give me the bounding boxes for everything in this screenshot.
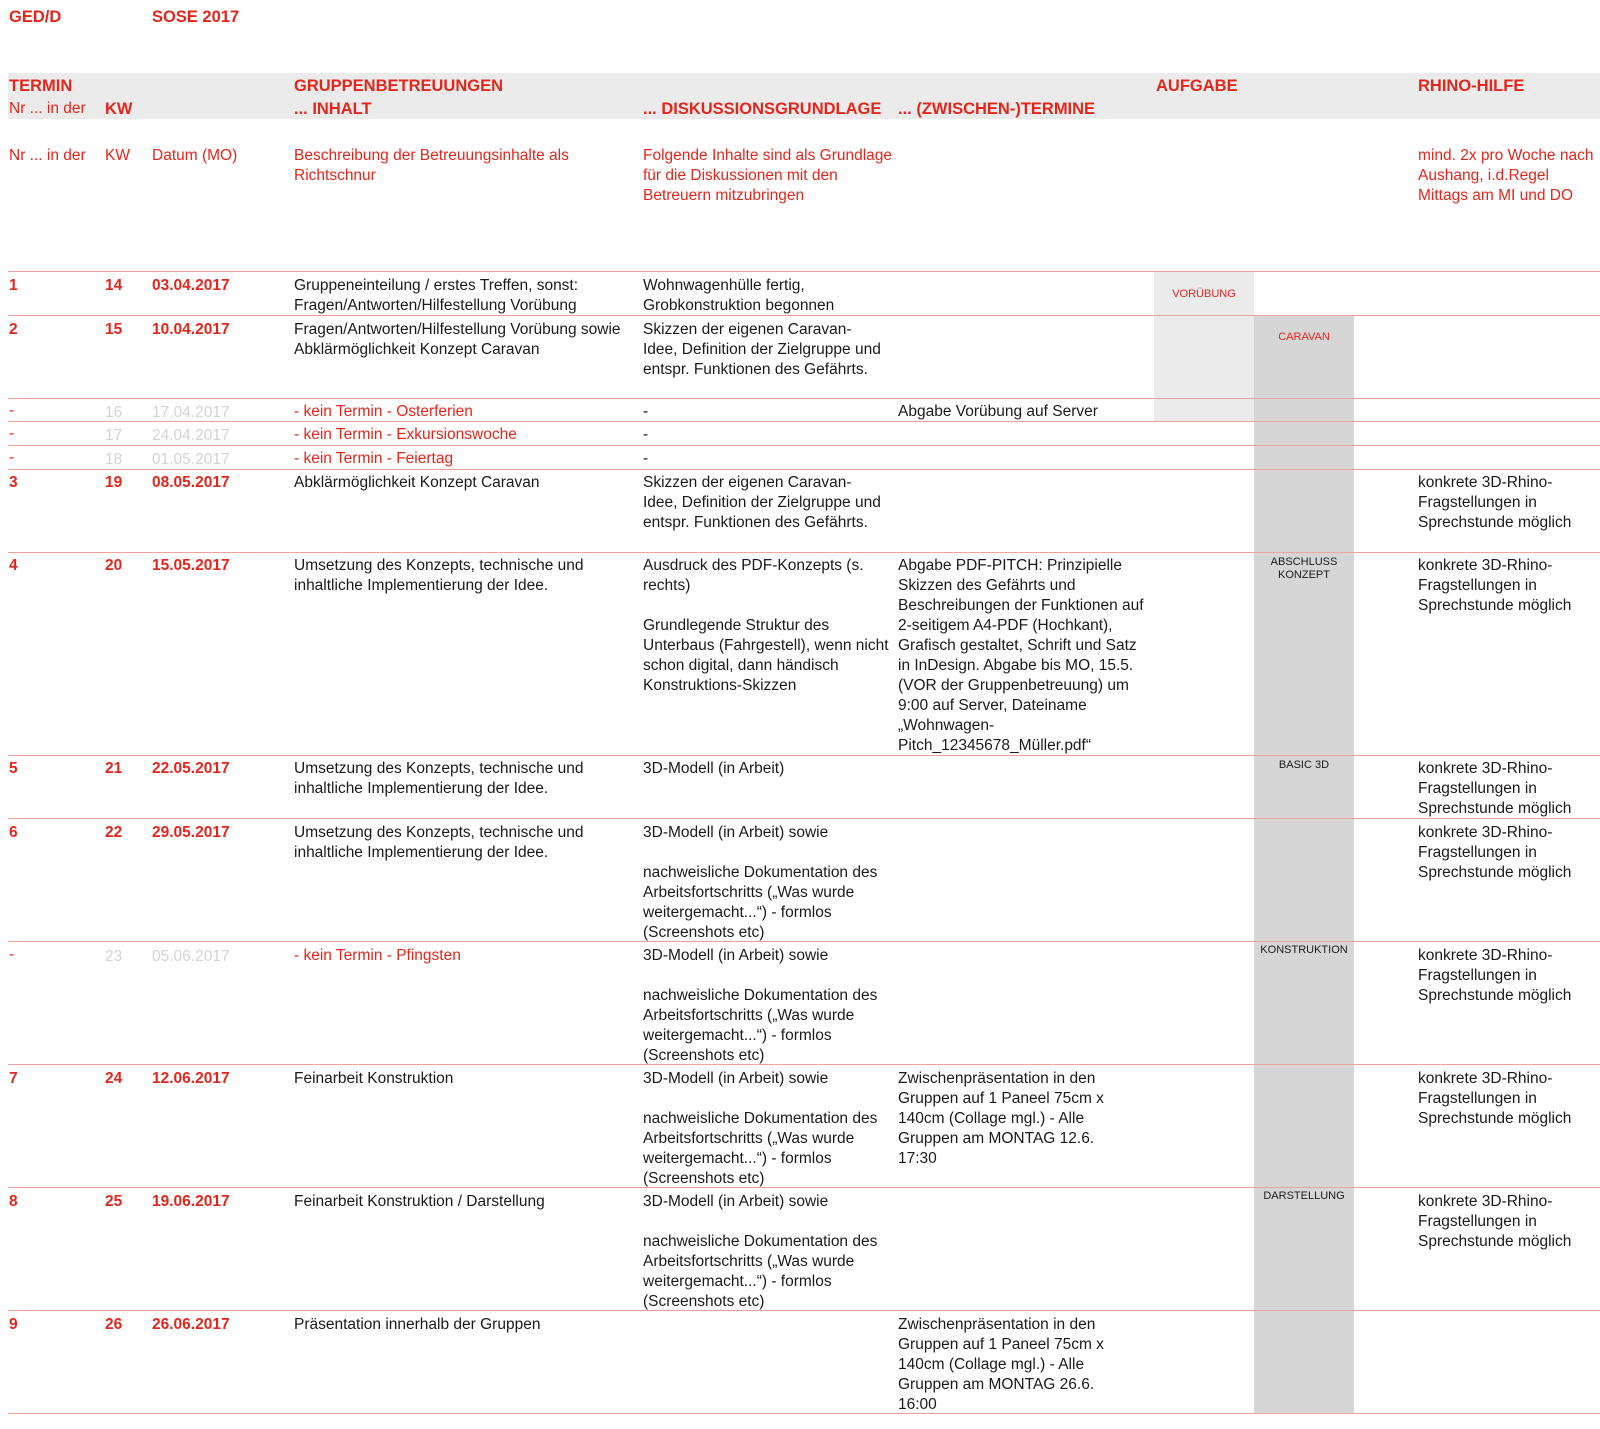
row-termine: Abgabe PDF-PITCH: Prinzipielle Skizzen des Gefährts und Beschreibungen der Funktionen auf 2-seitigem A4-PDF (Hochkant), Grafisch gestaltet, Schrift und Satz in InDesign. Abgabe bis MO, 15.5. (VOR der Gruppenbetreuung) um 9:00 auf Server, Dateiname „Wohnwagen-Pitch_12345678_Müller.pdf“ xyxy=(898,557,1144,754)
row-nr: 7 xyxy=(9,1070,18,1087)
row-rhino: konkrete 3D-Rhino-Fragstellungen in Sprechstunde möglich xyxy=(1418,474,1572,531)
row-datum: 26.06.2017 xyxy=(152,1316,230,1333)
row-inhalt: Präsentation innerhalb der Gruppen xyxy=(294,1316,541,1333)
row-kw: 14 xyxy=(105,277,123,294)
row-termine: Abgabe Vorübung auf Server xyxy=(898,403,1098,420)
subheader-diskussion: Folgende Inhalte sind als Grundlage für die Diskussionen mit den Betreuern mitzubringen xyxy=(643,147,893,204)
header-inhalt: ... INHALT xyxy=(294,100,372,118)
header-diskussion: ... DISKUSSIONSGRUNDLAGE xyxy=(643,100,882,118)
row-diskussion: Skizzen der eigenen Caravan-Idee, Definition der Zielgruppe und entspr. Funktionen des Gefährts. xyxy=(643,474,881,531)
aufgabe-band-caravan xyxy=(1254,316,1354,1414)
row-inhalt: Fragen/Antworten/Hilfestellung Vorübung sowie Abklärmöglichkeit Konzept Caravan xyxy=(294,321,621,358)
row-divider xyxy=(8,271,1600,272)
row-nr: - xyxy=(9,402,15,419)
row-nr: 3 xyxy=(9,474,18,491)
row-rhino: konkrete 3D-Rhino-Fragstellungen in Sprechstunde möglich xyxy=(1418,824,1572,881)
header-nr: Nr ... in der xyxy=(9,100,86,117)
row-nr: 6 xyxy=(9,824,18,841)
row-datum: 19.06.2017 xyxy=(152,1193,230,1210)
row-nr: 2 xyxy=(9,321,18,338)
row-kw: 26 xyxy=(105,1316,123,1333)
row-inhalt: Umsetzung des Konzepts, technische und inhaltliche Implementierung der Idee. xyxy=(294,824,584,861)
row-diskussion: 3D-Modell (in Arbeit) sowie nachweisliche Dokumentation des Arbeitsfortschritts („Was wurde weitergemacht...“) - formlos (Screenshots etc) xyxy=(643,1070,878,1187)
row-datum: 08.05.2017 xyxy=(152,474,230,491)
subheader-datum: Datum (MO) xyxy=(152,147,238,164)
row-inhalt: - kein Termin - Exkursionswoche xyxy=(294,426,517,443)
row-inhalt: - kein Termin - Feiertag xyxy=(294,450,454,467)
row-rhino: konkrete 3D-Rhino-Fragstellungen in Sprechstunde möglich xyxy=(1418,1070,1572,1127)
row-diskussion: - xyxy=(643,403,649,420)
row-datum: 05.06.2017 xyxy=(152,948,230,965)
row-divider xyxy=(8,445,1600,446)
row-kw: 19 xyxy=(105,474,123,491)
row-nr: - xyxy=(9,946,15,963)
row-diskussion: Ausdruck des PDF-Konzepts (s. rechts) Grundlegende Struktur des Unterbaus (Fahrgestell), wenn nicht schon digital, dann händisch Konstruktions-Skizzen xyxy=(643,557,889,694)
row-nr: - xyxy=(9,425,15,442)
header-gruppenbetreuungen: GRUPPENBETREUUNGEN xyxy=(294,77,504,95)
row-inhalt: Umsetzung des Konzepts, technische und inhaltliche Implementierung der Idee. xyxy=(294,760,584,797)
row-termine: Zwischenpräsentation in den Gruppen auf 1 Paneel 75cm x 140cm (Collage mgl.) - Alle Gruppen am MONTAG 12.6. 17:30 xyxy=(898,1070,1104,1167)
header-termine: ... (ZWISCHEN-)TERMINE xyxy=(898,100,1096,118)
row-kw: 16 xyxy=(105,404,123,421)
course-label: GED/D xyxy=(9,8,62,26)
row-kw: 17 xyxy=(105,427,123,444)
aufgabe-label-basic: BASIC 3D xyxy=(1278,759,1330,771)
row-divider xyxy=(8,1413,1600,1414)
row-rhino: konkrete 3D-Rhino-Fragstellungen in Sprechstunde möglich xyxy=(1418,557,1572,614)
aufgabe-label-caravan: CARAVAN xyxy=(1278,331,1330,343)
row-inhalt: - kein Termin - Osterferien xyxy=(294,403,473,420)
row-diskussion: Skizzen der eigenen Caravan-Idee, Definition der Zielgruppe und entspr. Funktionen des Gefährts. xyxy=(643,321,881,378)
row-inhalt: Gruppeneinteilung / erstes Treffen, sonst: Fragen/Antworten/Hilfestellung Vorübung xyxy=(294,277,579,314)
row-kw: 18 xyxy=(105,451,123,468)
row-kw: 21 xyxy=(105,760,123,777)
row-nr: 9 xyxy=(9,1316,18,1333)
row-inhalt: Abklärmöglichkeit Konzept Caravan xyxy=(294,474,540,491)
row-datum: 01.05.2017 xyxy=(152,451,230,468)
row-divider xyxy=(8,552,1600,553)
row-kw: 15 xyxy=(105,321,123,338)
row-inhalt: Umsetzung des Konzepts, technische und inhaltliche Implementierung der Idee. xyxy=(294,557,584,594)
semester-label: SOSE 2017 xyxy=(152,8,240,26)
row-nr: - xyxy=(9,449,15,466)
aufgabe-label-darstellung: DARSTELLUNG xyxy=(1263,1190,1345,1202)
row-rhino: konkrete 3D-Rhino-Fragstellungen in Sprechstunde möglich xyxy=(1418,760,1572,817)
row-kw: 22 xyxy=(105,824,123,841)
subheader-inhalt: Beschreibung der Betreuungsinhalte als Richtschnur xyxy=(294,147,569,184)
aufgabe-label-voruebung: VORÜBUNG xyxy=(1172,288,1236,300)
aufgabe-label-abschluss: ABSCHLUSS KONZEPT xyxy=(1270,556,1338,581)
row-kw: 24 xyxy=(105,1070,123,1087)
row-divider xyxy=(8,818,1600,819)
subheader-rhino: mind. 2x pro Woche nach Aushang, i.d.Regel Mittags am MI und DO xyxy=(1418,147,1594,204)
row-diskussion: - xyxy=(643,450,649,467)
row-nr: 4 xyxy=(9,557,18,574)
row-datum: 22.05.2017 xyxy=(152,760,230,777)
row-divider xyxy=(8,469,1600,470)
row-inhalt: Feinarbeit Konstruktion xyxy=(294,1070,454,1087)
row-datum: 15.05.2017 xyxy=(152,557,230,574)
row-inhalt: Feinarbeit Konstruktion / Darstellung xyxy=(294,1193,545,1210)
row-rhino: konkrete 3D-Rhino-Fragstellungen in Sprechstunde möglich xyxy=(1418,947,1572,1004)
aufgabe-label-konstruktion: KONSTRUKTION xyxy=(1260,944,1348,956)
row-diskussion: 3D-Modell (in Arbeit) sowie nachweisliche Dokumentation des Arbeitsfortschritts („Was wurde weitergemacht...“) - formlos (Screenshots etc) xyxy=(643,1193,878,1310)
header-kw: KW xyxy=(105,100,133,118)
row-nr: 1 xyxy=(9,277,18,294)
row-datum: 29.05.2017 xyxy=(152,824,230,841)
row-datum: 12.06.2017 xyxy=(152,1070,230,1087)
row-nr: 5 xyxy=(9,760,18,777)
header-aufgabe: AUFGABE xyxy=(1156,77,1238,95)
row-kw: 25 xyxy=(105,1193,123,1210)
row-diskussion: 3D-Modell (in Arbeit) xyxy=(643,760,785,777)
row-kw: 20 xyxy=(105,557,123,574)
row-inhalt: - kein Termin - Pfingsten xyxy=(294,947,461,964)
header-termin: TERMIN xyxy=(9,77,73,95)
row-datum: 03.04.2017 xyxy=(152,277,230,294)
row-diskussion: 3D-Modell (in Arbeit) sowie nachweisliche Dokumentation des Arbeitsfortschritts („Was wurde weitergemacht...“) - formlos (Screenshots etc) xyxy=(643,947,878,1064)
subheader-nr: Nr ... in der xyxy=(9,147,86,164)
row-datum: 17.04.2017 xyxy=(152,404,230,421)
row-datum: 24.04.2017 xyxy=(152,427,230,444)
row-divider xyxy=(8,398,1600,399)
row-diskussion: Wohnwagenhülle fertig, Grobkonstruktion begonnen xyxy=(643,277,835,314)
row-datum: 10.04.2017 xyxy=(152,321,230,338)
row-diskussion: 3D-Modell (in Arbeit) sowie nachweisliche Dokumentation des Arbeitsfortschritts („Was wurde weitergemacht...“) - formlos (Screenshots etc) xyxy=(643,824,878,941)
row-divider xyxy=(8,755,1600,756)
row-rhino: konkrete 3D-Rhino-Fragstellungen in Sprechstunde möglich xyxy=(1418,1193,1572,1250)
header-rhino: RHINO-HILFE xyxy=(1418,77,1525,95)
row-diskussion: - xyxy=(643,426,649,443)
row-nr: 8 xyxy=(9,1193,18,1210)
row-termine: Zwischenpräsentation in den Gruppen auf 1 Paneel 75cm x 140cm (Collage mgl.) - Alle Gruppen am MONTAG 26.6. 16:00 xyxy=(898,1316,1104,1413)
subheader-kw: KW xyxy=(105,147,130,164)
row-kw: 23 xyxy=(105,948,123,965)
